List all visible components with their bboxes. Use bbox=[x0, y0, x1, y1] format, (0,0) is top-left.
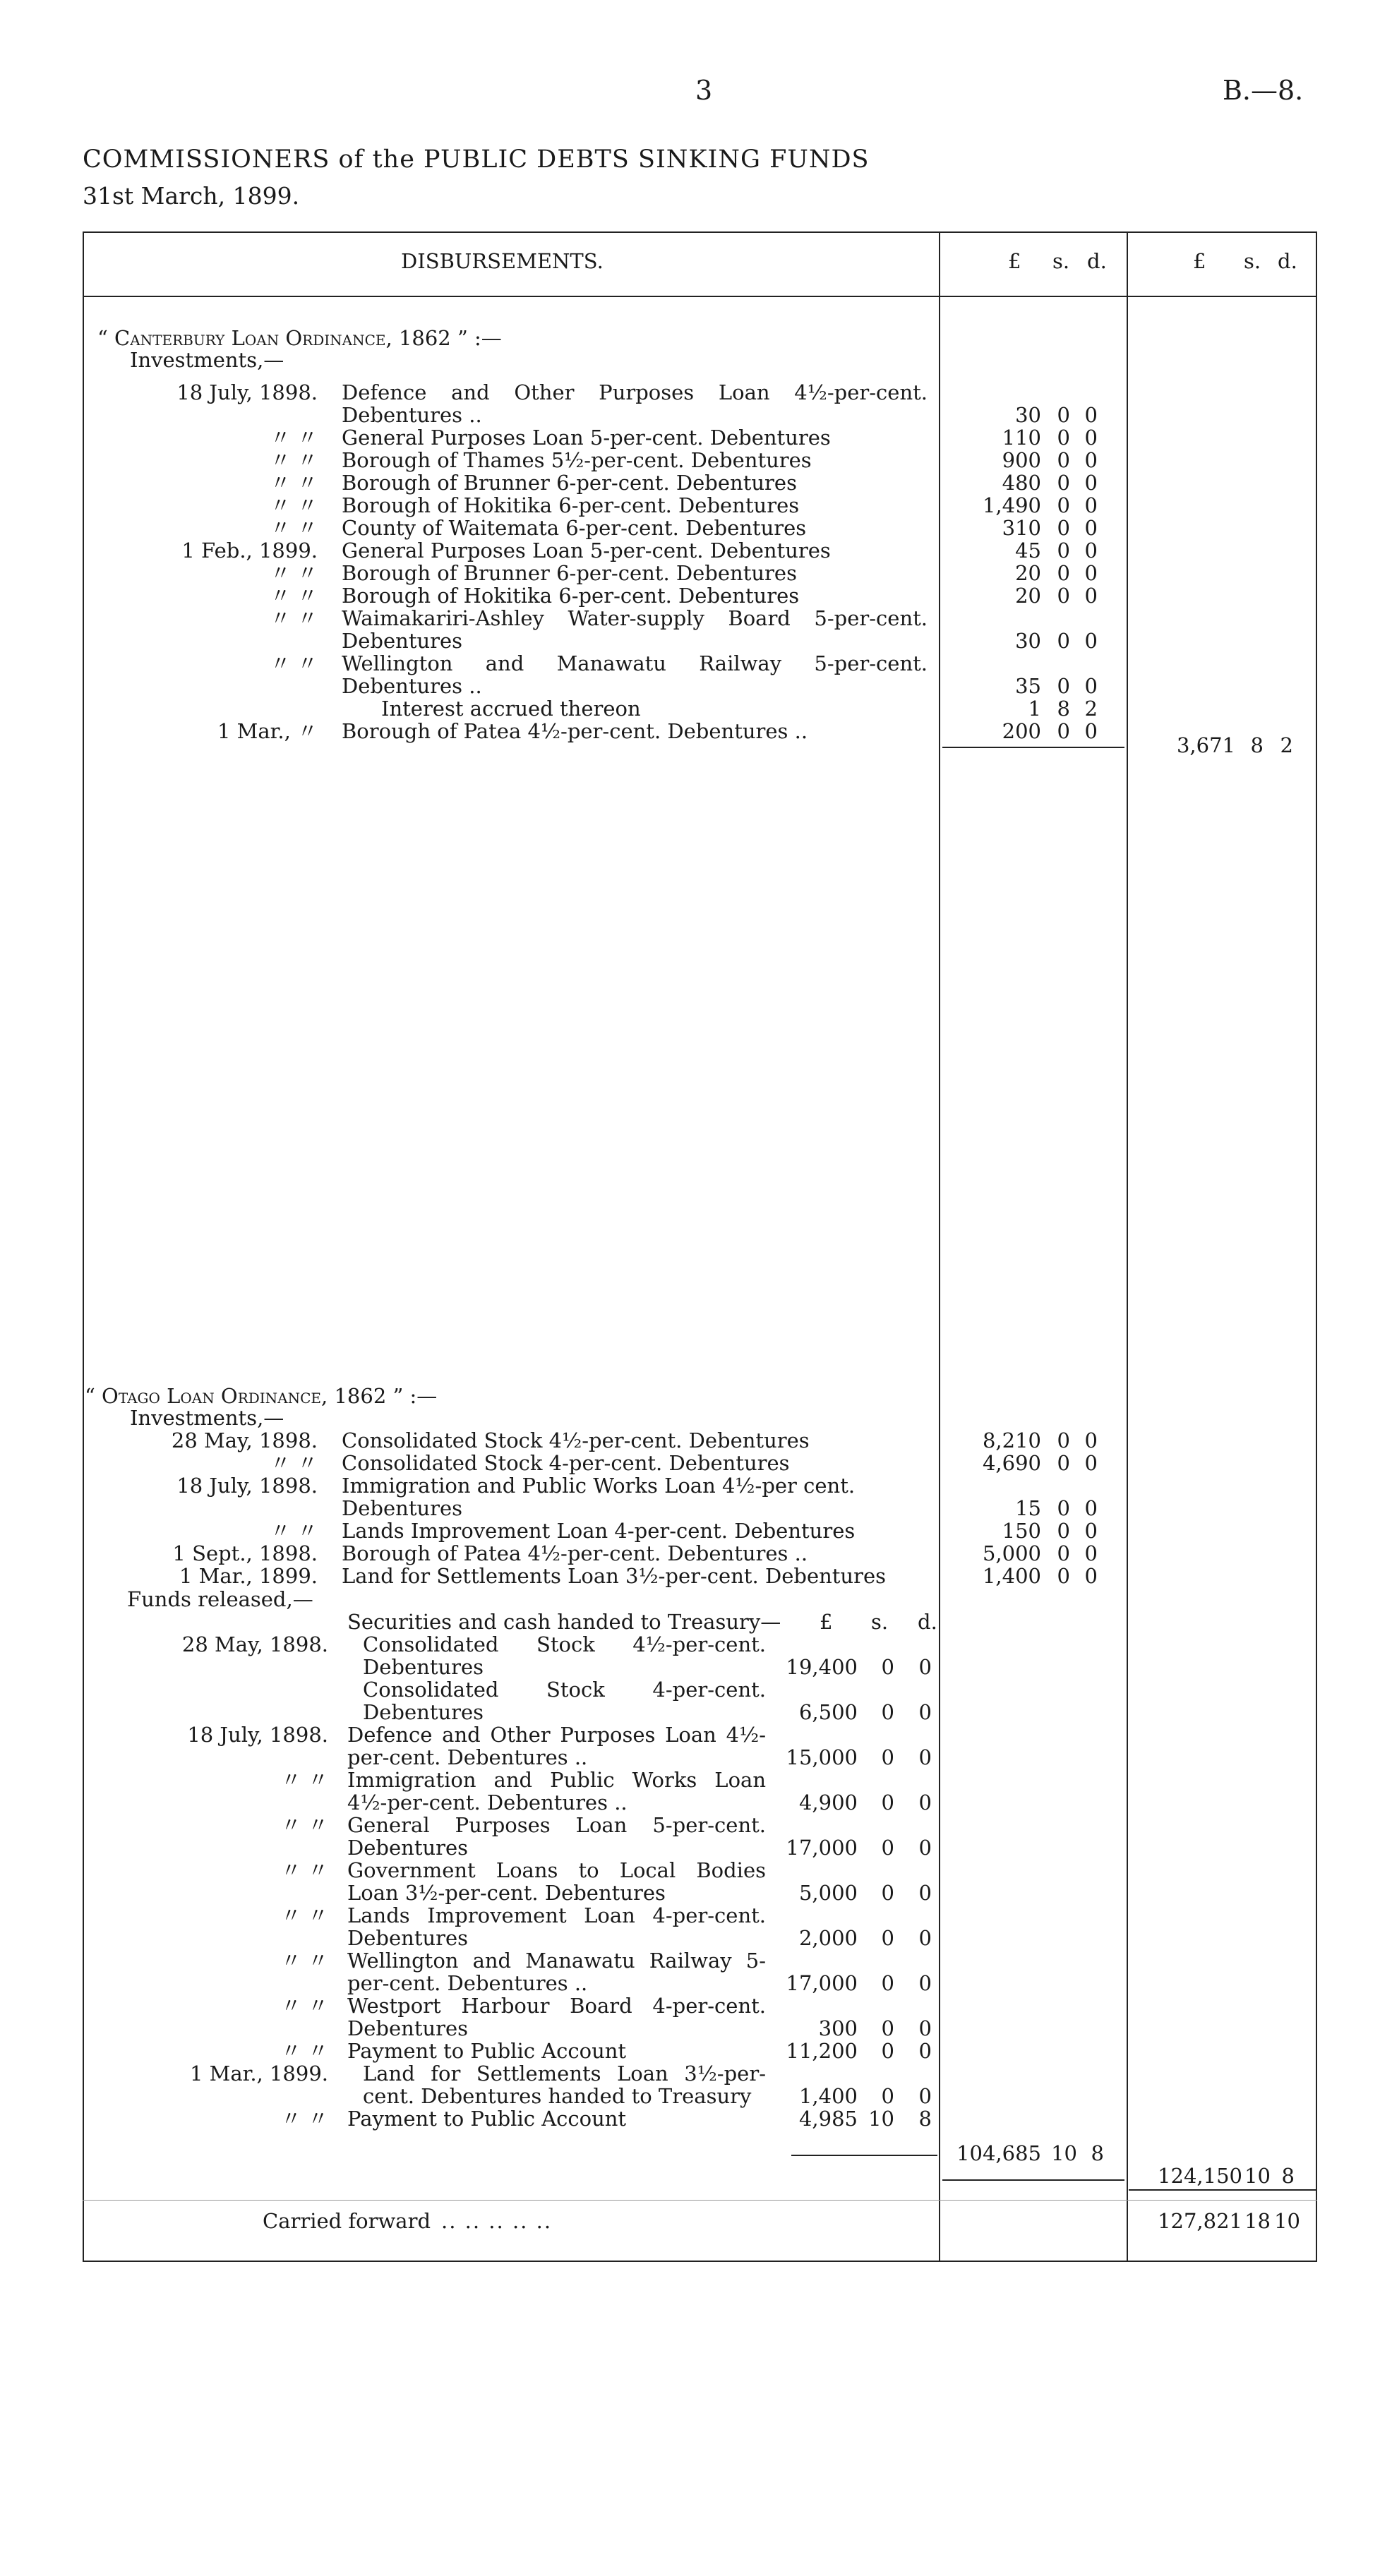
entry-pence: 0 bbox=[918, 1655, 932, 1679]
entry-pounds: 310 bbox=[1002, 516, 1041, 540]
entry-shillings: 0 bbox=[1057, 1428, 1070, 1452]
entry-pounds: 5,000 bbox=[798, 1881, 858, 1905]
entry-description: Consolidated Stock 4½-per-cent. Debentures bbox=[342, 1428, 810, 1452]
entry-shillings: 0 bbox=[881, 1745, 894, 1769]
entry-pence: 0 bbox=[918, 2016, 932, 2040]
entry-shillings: 0 bbox=[881, 1836, 894, 1860]
canterbury-total-pence: 2 bbox=[1280, 733, 1293, 757]
otago-total-pounds: 124,150 bbox=[1158, 2164, 1242, 2188]
entry-date: 〃 〃 bbox=[270, 1451, 318, 1475]
entry-pounds: 20 bbox=[1015, 561, 1041, 585]
entry-date: 〃 〃 bbox=[270, 448, 318, 472]
entry-pence: 0 bbox=[918, 2084, 932, 2108]
entry-pounds: 15 bbox=[1015, 1496, 1041, 1520]
entry-description: Payment to Public Account bbox=[347, 2039, 627, 2063]
document-reference: B.—8. bbox=[1223, 75, 1304, 106]
entry-shillings: 10 bbox=[868, 2107, 894, 2131]
entry-shillings: 0 bbox=[1057, 1564, 1070, 1588]
entry-description: Borough of Hokitika 6-per-cent. Debentures bbox=[342, 584, 800, 608]
entry-pounds: 20 bbox=[1015, 584, 1041, 608]
entry-description: County of Waitemata 6-per-cent. Debentures bbox=[342, 516, 807, 540]
otago-funds-released-label: Funds released,— bbox=[127, 1587, 313, 1611]
entry-date: 1 Feb., 1899. bbox=[181, 538, 318, 562]
entry-pence: 0 bbox=[1084, 1428, 1098, 1452]
entry-pounds: 1,400 bbox=[982, 1564, 1041, 1588]
entry-shillings: 0 bbox=[1057, 561, 1070, 585]
entry-shillings: 0 bbox=[881, 2016, 894, 2040]
entry-description: General Purposes Loan 5-per-cent. Debentures bbox=[342, 538, 831, 562]
entry-pounds: 1 bbox=[1028, 697, 1041, 721]
entry-pence: 8 bbox=[918, 2107, 932, 2131]
entry-description: Lands Improvement Loan 4-per-cent. Debentures bbox=[347, 1903, 766, 1950]
entry-pounds: 150 bbox=[1002, 1519, 1041, 1543]
entry-shillings: 0 bbox=[1057, 719, 1070, 743]
funds-pence-heading: d. bbox=[918, 1610, 937, 1634]
entry-shillings: 0 bbox=[1057, 1496, 1070, 1520]
funds-subheading: Securities and cash handed to Treasury— bbox=[347, 1610, 781, 1634]
entry-pounds: 15,000 bbox=[786, 1745, 858, 1769]
entry-pounds: 1,490 bbox=[982, 493, 1041, 517]
entry-pounds: 35 bbox=[1015, 674, 1041, 698]
canterbury-investments-label: Investments,— bbox=[130, 348, 284, 372]
entry-shillings: 0 bbox=[881, 1926, 894, 1950]
entry-pence: 0 bbox=[918, 1971, 932, 1995]
entry-date: 28 May, 1898. bbox=[181, 1632, 328, 1656]
entry-description: Government Loans to Local Bodies Loan 3½-per-cent. Debentures bbox=[347, 1858, 766, 1905]
col1-shillings-heading: s. bbox=[1052, 249, 1070, 273]
entry-shillings: 0 bbox=[881, 2084, 894, 2108]
entry-date: 1 Mar., 〃 bbox=[217, 719, 318, 743]
disbursements-heading: DISBURSEMENTS. bbox=[401, 249, 604, 273]
entry-date: 〃 〃 bbox=[270, 651, 318, 675]
entry-pounds: 19,400 bbox=[786, 1655, 858, 1679]
entry-pounds: 17,000 bbox=[786, 1836, 858, 1860]
funds-pounds-heading: £ bbox=[820, 1610, 833, 1634]
entry-pounds: 6,500 bbox=[798, 1700, 858, 1724]
page-number: 3 bbox=[695, 75, 713, 106]
entry-description: Immigration and Public Works Loan 4½-per-cent. Debentures .. bbox=[347, 1768, 766, 1814]
entry-description: Consolidated Stock 4-per-cent. Debentures bbox=[342, 1451, 790, 1475]
entry-shillings: 0 bbox=[881, 2039, 894, 2063]
entry-shillings: 0 bbox=[1057, 403, 1070, 427]
carried-forward-label: Carried forward bbox=[263, 2209, 431, 2233]
table-col-divider-2 bbox=[1127, 231, 1128, 2262]
entry-date: 〃 〃 bbox=[270, 426, 318, 450]
canterbury-total-shillings: 8 bbox=[1250, 733, 1264, 757]
table-right-border bbox=[1316, 231, 1317, 2262]
entry-description: Immigration and Public Works Loan 4½-per cent. Debentures bbox=[342, 1474, 856, 1520]
entry-date: 〃 〃 bbox=[280, 2039, 328, 2063]
canterbury-section-heading: “ Canterbury Loan Ordinance, 1862 ” :— bbox=[97, 326, 502, 350]
entry-date: 〃 〃 bbox=[270, 561, 318, 585]
entry-pence: 0 bbox=[1084, 674, 1098, 698]
table-header-rule bbox=[83, 296, 1317, 297]
funds-shillings-heading: s. bbox=[871, 1610, 889, 1634]
entry-date: 1 Mar., 1899. bbox=[179, 1564, 318, 1588]
entry-date: 〃 〃 bbox=[280, 1994, 328, 2018]
entry-date: 〃 〃 bbox=[270, 1519, 318, 1543]
entry-pence: 0 bbox=[918, 1881, 932, 1905]
entry-pounds: 4,900 bbox=[798, 1790, 858, 1814]
entry-description: Consolidated Stock 4½-per-cent. Debentures bbox=[363, 1632, 766, 1679]
entry-description: Defence and Other Purposes Loan 4½-per-cent. Debentures .. bbox=[342, 380, 928, 427]
entry-date: 〃 〃 bbox=[270, 471, 318, 495]
col1-pence-heading: d. bbox=[1087, 249, 1107, 273]
entry-description: Borough of Thames 5½-per-cent. Debentures bbox=[342, 448, 812, 472]
table-left-border bbox=[83, 231, 84, 2262]
entry-date: 〃 〃 bbox=[280, 2107, 328, 2131]
col2-pence-heading: d. bbox=[1278, 249, 1297, 273]
canterbury-sum-rule bbox=[942, 747, 1124, 748]
entry-pence: 0 bbox=[1084, 719, 1098, 743]
entry-pence: 0 bbox=[1084, 516, 1098, 540]
entry-date: 28 May, 1898. bbox=[171, 1428, 318, 1452]
otago-section-heading: “ Otago Loan Ordinance, 1862 ” :— bbox=[85, 1384, 438, 1408]
entry-date: 〃 〃 bbox=[270, 606, 318, 630]
entry-pounds: 30 bbox=[1015, 629, 1041, 653]
entry-date: 1 Mar., 1899. bbox=[189, 2062, 328, 2086]
entry-description: Payment to Public Account bbox=[347, 2107, 627, 2131]
entry-shillings: 0 bbox=[881, 1881, 894, 1905]
table-col-divider-1 bbox=[939, 231, 940, 2262]
entry-description: Interest accrued thereon bbox=[381, 697, 641, 721]
entry-pence: 0 bbox=[1084, 1519, 1098, 1543]
entry-shillings: 0 bbox=[881, 1700, 894, 1724]
entry-pence: 0 bbox=[918, 1745, 932, 1769]
entry-shillings: 0 bbox=[1057, 426, 1070, 450]
entry-shillings: 0 bbox=[1057, 1451, 1070, 1475]
entry-pounds: 30 bbox=[1015, 403, 1041, 427]
entry-pence: 0 bbox=[1084, 1541, 1098, 1565]
otago-total-pence: 8 bbox=[1281, 2164, 1295, 2188]
entry-description: Land for Settlements Loan 3½-per-cent. Debentures handed to Treasury bbox=[363, 2062, 766, 2108]
otago-subtotal-pence: 8 bbox=[1091, 2141, 1104, 2165]
otago-subtotal-pounds: 104,685 bbox=[956, 2141, 1041, 2165]
entry-shillings: 0 bbox=[1057, 516, 1070, 540]
entry-date: 〃 〃 bbox=[270, 516, 318, 540]
entry-pence: 0 bbox=[1084, 471, 1098, 495]
entry-date: 〃 〃 bbox=[280, 1949, 328, 1973]
page-title: COMMISSIONERS of the PUBLIC DEBTS SINKING FUNDS bbox=[83, 145, 870, 174]
entry-description: Defence and Other Purposes Loan 4½-per-cent. Debentures .. bbox=[347, 1723, 766, 1769]
col1-pounds-heading: £ bbox=[1008, 249, 1021, 273]
entry-shillings: 0 bbox=[1057, 471, 1070, 495]
carried-forward-dots: .. .. .. .. .. bbox=[441, 2209, 553, 2233]
entry-pounds: 17,000 bbox=[786, 1971, 858, 1995]
entry-date: 18 July, 1898. bbox=[176, 380, 318, 404]
carried-forward-rule bbox=[83, 2200, 1317, 2201]
entry-description: Waimakariri-Ashley Water-supply Board 5-per-cent. Debentures bbox=[342, 606, 928, 653]
entry-shillings: 0 bbox=[1057, 1519, 1070, 1543]
entry-description: Borough of Hokitika 6-per-cent. Debentures bbox=[342, 493, 800, 517]
entry-shillings: 0 bbox=[1057, 584, 1070, 608]
entry-shillings: 0 bbox=[1057, 538, 1070, 562]
entry-shillings: 0 bbox=[881, 1790, 894, 1814]
entry-description: General Purposes Loan 5-per-cent. Debentures bbox=[342, 426, 831, 450]
entry-description: Borough of Brunner 6-per-cent. Debentures bbox=[342, 561, 797, 585]
entry-date: 〃 〃 bbox=[270, 584, 318, 608]
entry-date: 〃 〃 bbox=[280, 1768, 328, 1792]
entry-date: 〃 〃 bbox=[280, 1858, 328, 1882]
carried-forward-pence: 10 bbox=[1274, 2209, 1300, 2233]
entry-shillings: 0 bbox=[1057, 493, 1070, 517]
entry-description: Borough of Brunner 6-per-cent. Debentures bbox=[342, 471, 797, 495]
entry-description: Lands Improvement Loan 4-per-cent. Debentures bbox=[342, 1519, 856, 1543]
entry-date: 18 July, 1898. bbox=[176, 1474, 318, 1498]
otago-subtotal-shillings: 10 bbox=[1051, 2141, 1077, 2165]
entry-shillings: 0 bbox=[881, 1655, 894, 1679]
entry-shillings: 0 bbox=[1057, 1541, 1070, 1565]
entry-shillings: 0 bbox=[1057, 448, 1070, 472]
column-total-rule bbox=[1129, 2189, 1316, 2191]
entry-pounds: 2,000 bbox=[798, 1926, 858, 1950]
funds-sum-rule bbox=[791, 2155, 937, 2156]
entry-pounds: 900 bbox=[1002, 448, 1041, 472]
entry-pence: 0 bbox=[1084, 561, 1098, 585]
entry-shillings: 0 bbox=[1057, 629, 1070, 653]
entry-pounds: 200 bbox=[1002, 719, 1041, 743]
entry-pence: 0 bbox=[1084, 538, 1098, 562]
entry-pence: 0 bbox=[1084, 448, 1098, 472]
col2-pounds-heading: £ bbox=[1193, 249, 1206, 273]
carried-forward-shillings: 18 bbox=[1244, 2209, 1271, 2233]
entry-pounds: 8,210 bbox=[982, 1428, 1041, 1452]
entry-pence: 0 bbox=[918, 1926, 932, 1950]
entry-pence: 0 bbox=[918, 1700, 932, 1724]
entry-description: Wellington and Manawatu Railway 5-per-cent. Debentures .. bbox=[342, 651, 928, 698]
otago-sum-rule bbox=[942, 2179, 1124, 2181]
entry-description: Borough of Patea 4½-per-cent. Debentures .. bbox=[342, 719, 808, 743]
entry-description: Borough of Patea 4½-per-cent. Debentures .. bbox=[342, 1541, 808, 1565]
entry-pence: 0 bbox=[1084, 1496, 1098, 1520]
entry-description: Wellington and Manawatu Railway 5-per-cent. Debentures .. bbox=[347, 1949, 766, 1995]
entry-shillings: 8 bbox=[1057, 697, 1070, 721]
entry-pence: 0 bbox=[918, 1836, 932, 1860]
entry-pence: 2 bbox=[1084, 697, 1098, 721]
canterbury-total-pounds: 3,671 bbox=[1176, 733, 1235, 757]
table-bottom-rule bbox=[83, 2261, 1317, 2262]
entry-description: Land for Settlements Loan 3½-per-cent. Debentures bbox=[342, 1564, 887, 1588]
entry-pence: 0 bbox=[1084, 584, 1098, 608]
entry-pounds: 11,200 bbox=[786, 2039, 858, 2063]
entry-shillings: 0 bbox=[1057, 674, 1070, 698]
entry-date: 〃 〃 bbox=[280, 1813, 328, 1837]
entry-pence: 0 bbox=[1084, 1564, 1098, 1588]
entry-pounds: 4,985 bbox=[798, 2107, 858, 2131]
entry-pounds: 4,690 bbox=[982, 1451, 1041, 1475]
entry-pounds: 45 bbox=[1015, 538, 1041, 562]
entry-date: 〃 〃 bbox=[280, 1903, 328, 1927]
entry-pounds: 5,000 bbox=[982, 1541, 1041, 1565]
entry-pounds: 300 bbox=[818, 2016, 858, 2040]
col2-shillings-heading: s. bbox=[1244, 249, 1261, 273]
table-top-rule bbox=[83, 231, 1317, 233]
carried-forward-pounds: 127,821 bbox=[1158, 2209, 1242, 2233]
entry-description: General Purposes Loan 5-per-cent. Debentures bbox=[347, 1813, 766, 1860]
entry-shillings: 0 bbox=[881, 1971, 894, 1995]
entry-pounds: 480 bbox=[1002, 471, 1041, 495]
entry-pence: 0 bbox=[918, 2039, 932, 2063]
entry-pence: 0 bbox=[1084, 493, 1098, 517]
entry-pence: 0 bbox=[918, 1790, 932, 1814]
entry-date: 18 July, 1898. bbox=[187, 1723, 328, 1747]
entry-date: 1 Sept., 1898. bbox=[172, 1541, 318, 1565]
otago-investments-label: Investments,— bbox=[130, 1406, 284, 1430]
entry-pence: 0 bbox=[1084, 629, 1098, 653]
entry-pence: 0 bbox=[1084, 426, 1098, 450]
entry-pounds: 110 bbox=[1002, 426, 1041, 450]
entry-date: 〃 〃 bbox=[270, 493, 318, 517]
page-date: 31st March, 1899. bbox=[83, 182, 300, 210]
entry-description: Westport Harbour Board 4-per-cent. Debentures bbox=[347, 1994, 766, 2040]
entry-description: Consolidated Stock 4-per-cent. Debentures bbox=[363, 1678, 766, 1724]
entry-pence: 0 bbox=[1084, 1451, 1098, 1475]
entry-pence: 0 bbox=[1084, 403, 1098, 427]
otago-total-shillings: 10 bbox=[1244, 2164, 1271, 2188]
entry-pounds: 1,400 bbox=[798, 2084, 858, 2108]
